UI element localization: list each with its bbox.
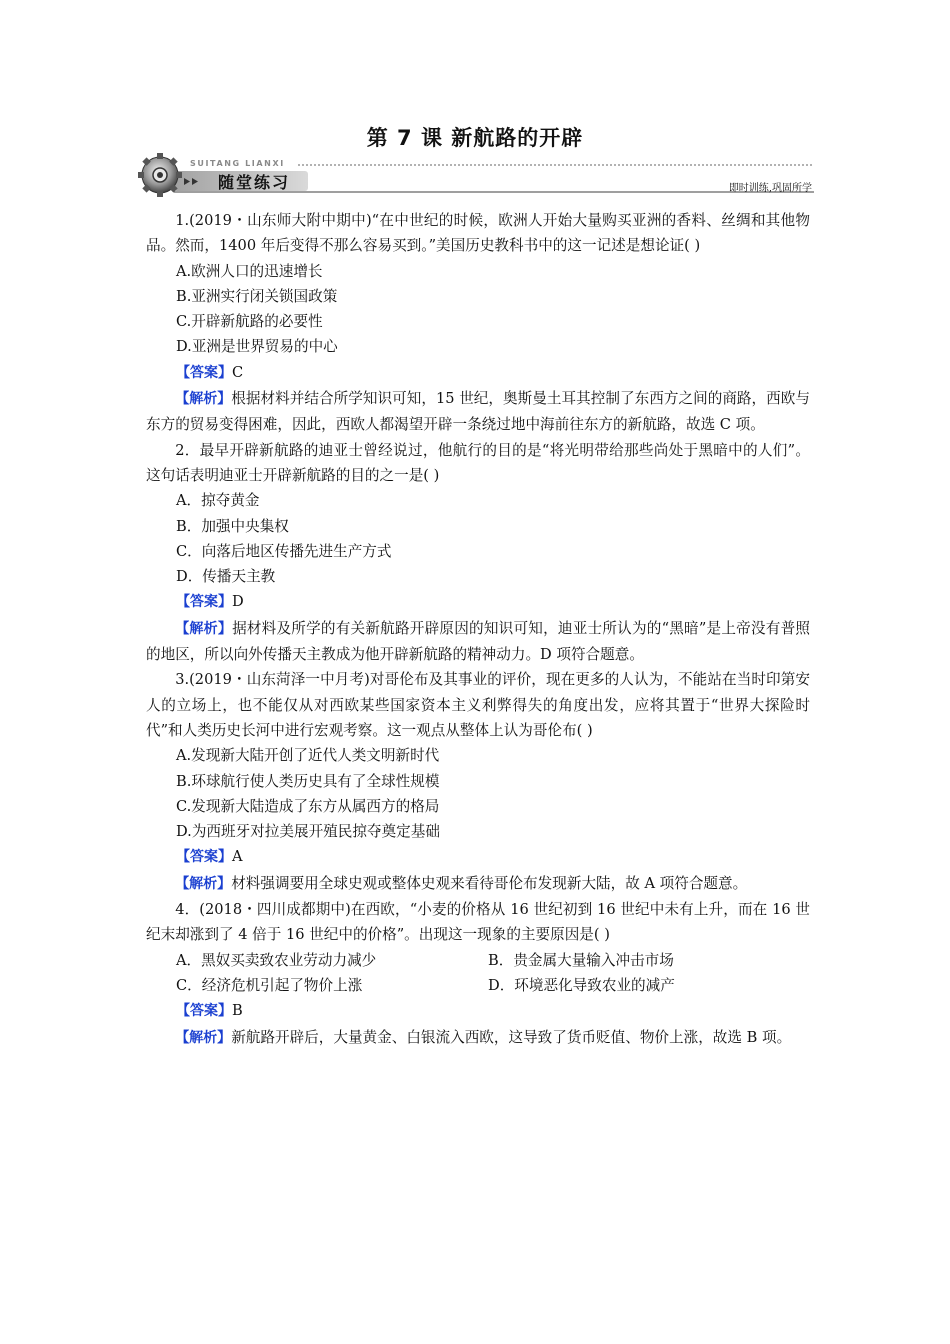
answer-line [146, 589, 810, 615]
answer-tag: 【答案】 [176, 1003, 232, 1020]
option-d: D.亚洲是世界贸易的中心 [176, 338, 338, 356]
question-stem: 2．最早开辟新航路的迪亚士曾经说过，他航行的目的是“将光明带给那些尚处于黑暗中的人们”。这句话表明迪亚士开辟新航路的目的之一是( ) [146, 441, 810, 484]
option-row [146, 948, 810, 973]
question-stem: 4．(2018・四川成都期中)在西欧，“小麦的价格从 16 世纪初到 16 世纪中未有上升，而在 16 世纪末却涨到了 4 倍于 16 世纪中的价格”。出现这一现象的主要原因是( ) [146, 901, 810, 944]
analysis-tag: 【解析】 [175, 1029, 232, 1046]
analysis-text: 据材料及所学的有关新航路开辟原因的知识可知，迪亚士所认为的“黑暗”是上帝没有普照的地区，所以向外传播天主教成为他开辟新航路的精神动力。D 项符合题意。 [146, 619, 810, 664]
analysis-text: 新航路开辟后，大量黄金、白银流入西欧，这导致了货币贬值、物价上涨，故选 B 项。 [231, 1028, 792, 1046]
analysis-line [146, 386, 810, 438]
question-list [146, 208, 810, 1051]
question-stem: 3.(2019・山东菏泽一中月考)对哥伦布及其事业的评价，现在更多的人认为，不能站在当时印第安人的立场上，也不能仅从对西欧某些国家资本主义利弊得失的角度出发，应将其置于“世界大探险时代”和人类历史长河中进行宏观考察。这一观点从整体上认为哥伦布( ) [146, 671, 810, 739]
option-d: D．传播天主教 [176, 568, 276, 586]
option-b: B．贵金属大量输入冲击市场 [488, 951, 674, 969]
option-a: A．黑奴买卖致农业劳动力减少 [176, 951, 377, 969]
banner-english-label: SUITANG LIANXI [190, 159, 285, 168]
analysis-line [146, 871, 810, 897]
answer-tag: 【答案】 [176, 594, 232, 611]
answer-value: B [232, 1002, 243, 1020]
answer-line [146, 360, 810, 386]
option-c: C．向落后地区传播先进生产方式 [176, 542, 392, 560]
option-c: C.开辟新航路的必要性 [176, 313, 323, 331]
section-banner [138, 152, 814, 198]
answer-line [146, 998, 810, 1024]
question-stem: 1.(2019・山东师大附中期中)“在中世纪的时候，欧洲人开始大量购买亚洲的香料、丝绸和其他物品。然而，1400 年后变得不那么容易买到。”美国历史教科书中的这一记述是想论证( ) [146, 212, 810, 255]
question-item [146, 897, 810, 1051]
question-item [146, 438, 810, 668]
analysis-text: 根据材料并结合所学知识可知，15 世纪，奥斯曼土耳其控制了东西方之间的商路，西欧与东方的贸易变得困难，因此，西欧人都渴望开辟一条绕过地中海前往东方的新航路，故选 C 项。 [146, 390, 811, 434]
question-item [146, 667, 810, 897]
option-b: B．加强中央集权 [176, 517, 289, 535]
analysis-line [146, 616, 810, 668]
answer-value: A [232, 848, 243, 866]
answer-tag: 【答案】 [176, 849, 232, 866]
answer-value: C [232, 363, 244, 381]
option-row [146, 973, 810, 998]
option-d: D．环境恶化导致农业的减产 [488, 976, 675, 994]
banner-subtitle: 即时训练,巩固所学 [728, 183, 812, 194]
answer-line [146, 844, 810, 870]
option-c: C．经济危机引起了物价上涨 [176, 976, 363, 994]
analysis-line [146, 1025, 810, 1051]
option-c: C.发现新大陆造成了东方从属西方的格局 [176, 797, 440, 815]
option-b: B.亚洲实行闭关锁国政策 [176, 287, 338, 305]
question-item [146, 208, 810, 438]
analysis-tag: 【解析】 [175, 875, 232, 892]
option-a: A.欧洲人口的迅速增长 [176, 262, 323, 280]
analysis-tag: 【解析】 [175, 620, 233, 637]
analysis-tag: 【解析】 [175, 391, 232, 408]
option-d: D.为西班牙对拉美展开殖民掠夺奠定基础 [176, 823, 440, 841]
banner-label: 随堂练习 [218, 173, 291, 192]
analysis-text: 材料强调要用全球史观或整体史观来看待哥伦布发现新大陆，故 A 项符合题意。 [231, 874, 748, 892]
option-a: A．掠夺黄金 [176, 492, 260, 510]
option-a: A.发现新大陆开创了近代人类文明新时代 [176, 747, 440, 765]
option-b: B.环球航行使人类历史具有了全球性规模 [176, 772, 440, 790]
answer-tag: 【答案】 [176, 364, 232, 381]
page-title: 第 7 课 新航路的开辟 [366, 126, 584, 150]
answer-value: D [232, 593, 244, 611]
